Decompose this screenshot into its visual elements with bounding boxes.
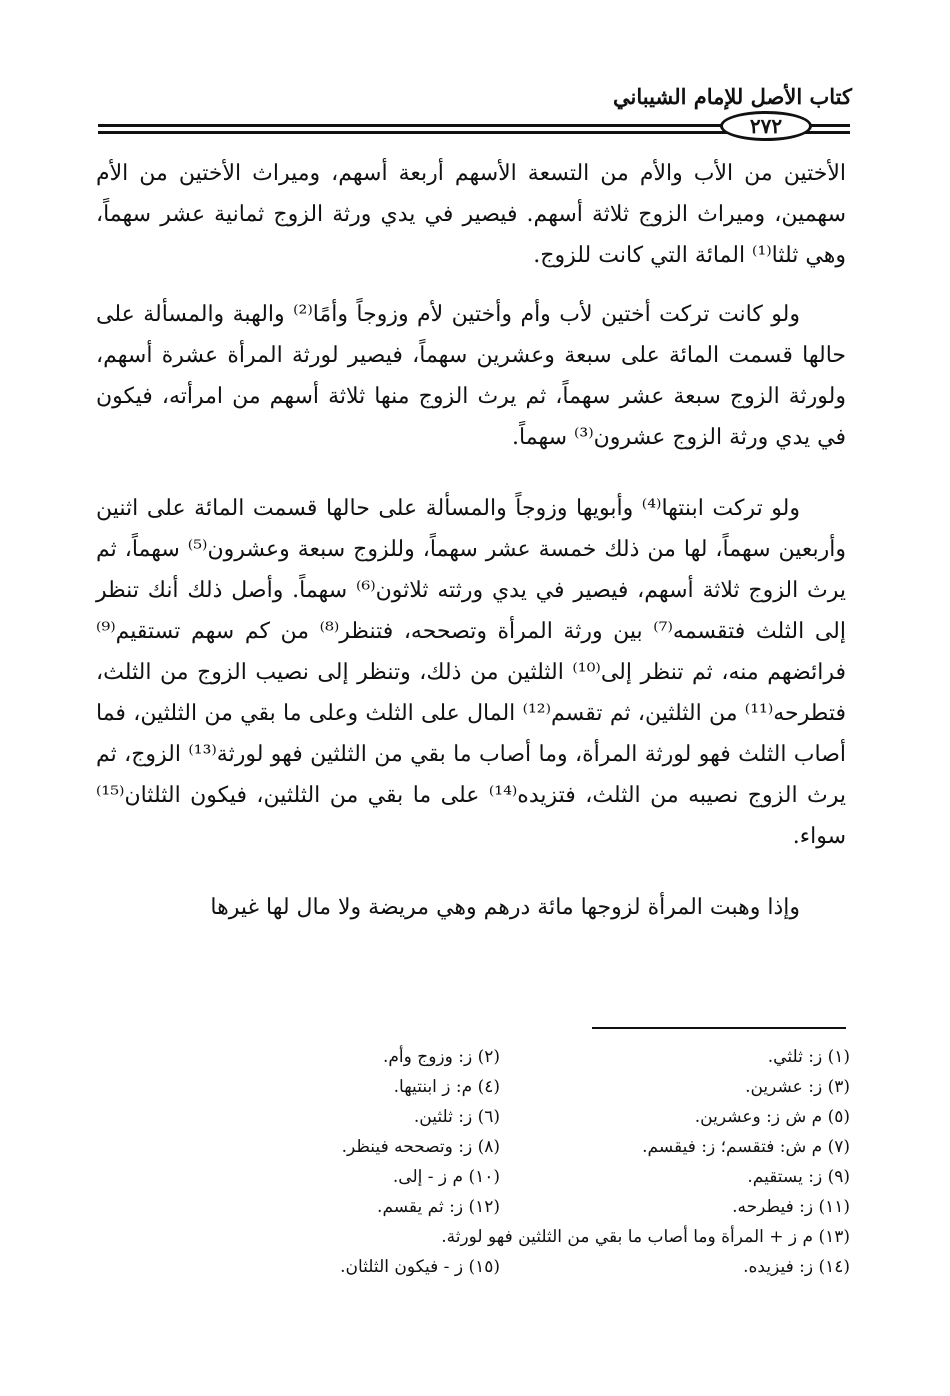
footnote-5: (٥) م ش ز: وعشرين. <box>694 1107 850 1127</box>
footnote-4: (٤) م: ز ابنتيها. <box>393 1077 500 1097</box>
footnote-1: (١) ز: ثلثي. <box>767 1047 850 1067</box>
footnote-3: (٣) ز: عشرين. <box>745 1077 850 1097</box>
paragraph-1: الأختين من الأب والأم من التسعة الأسهم أربعة أسهم، وميراث الأختين من الأم سهمين، وميراث الزوج ثلاثة أسهم. فيصير في يدي ورثة الزوج ثمانية عشر سهماً، وهي ثلثا⁽¹⁾ المائة التي كانت للزوج. <box>96 161 846 268</box>
page-number: ٢٧٢ <box>720 111 812 141</box>
footnote-7: (٧) م ش: فتقسم؛ ز: فيقسم. <box>642 1137 850 1157</box>
footnote-8: (٨) ز: وتصححه فينظر. <box>341 1137 500 1157</box>
running-title: كتاب الأصل للإمام الشيباني <box>613 84 852 109</box>
footnote-12: (١٢) ز: ثم يقسم. <box>377 1197 500 1217</box>
paragraph-2: ولو كانت تركت أختين لأب وأم وأختين لأم وزوجاً وأمًا⁽²⁾ والهبة والمسألة على حالها قسمت المائة على سبعة وعشرين سهماً، فيصير لورثة المرأة عشرة أسهم، ولورثة الزوج سبعة عشر سهماً، ثم يرث الزوج منها ثلاثة أسهم من امرأته، فيكون في يدي ورثة الزوج عشرون⁽³⁾ سهماً. <box>96 302 846 450</box>
footnote-6: (٦) ز: ثلثين. <box>413 1107 500 1127</box>
footnote-11: (١١) ز: فيطرحه. <box>732 1197 850 1217</box>
main-text <box>96 153 846 946</box>
paragraph-3: ولو تركت ابنتها⁽⁴⁾ وأبويها وزوجاً والمسألة على حالها قسمت المائة على اثنين وأربعين سهماً، لها من ذلك خمسة عشر سهماً، وللزوج سبعة وعشرون⁽⁵⁾ سهماً، ثم يرث الزوج ثلاثة أسهم، فيصير في يدي ورثته ثلاثون⁽⁶⁾ سهماً. وأصل ذلك أنك تنظر إلى الثلث فتقسمه⁽⁷⁾ بين ورثة المرأة وتصححه، فتنظر⁽⁸⁾ من كم سهم تستقيم⁽⁹⁾ فرائضهم منه، ثم تنظر إلى⁽¹⁰⁾ الثلثين من ذلك، وتنظر إلى نصيب الزوج من الثلث، فتطرحه⁽¹¹⁾ من الثلثين، ثم تقسم⁽¹²⁾ المال على الثلث وعلى ما بقي من الثلثين، فما أصاب الثلث فهو لورثة المرأة، وما أصاب ما بقي من الثلثين فهو لورثة⁽¹³⁾ الزوج، ثم يرث الزوج نصيبه من الثلث، فتزيده⁽¹⁴⁾ على ما بقي من الثلثين، فيكون الثلثان⁽¹⁵⁾ سواء. <box>96 496 847 849</box>
paragraph-4: وإذا وهبت المرأة لزوجها مائة درهم وهي مريضة ولا مال لها غيرها <box>210 895 800 920</box>
footnote-9: (٩) ز: يستقيم. <box>747 1167 850 1187</box>
footnote-15: (١٥) ز - فيكون الثلثان. <box>340 1257 500 1277</box>
footnote-10: (١٠) م ز - إلى. <box>392 1167 500 1187</box>
footnote-14: (١٤) ز: فيزيده. <box>743 1257 850 1277</box>
footnote-2: (٢) ز: وزوج وأم. <box>382 1047 500 1067</box>
footnote-13: (١٣) م ز + المرأة وما أصاب ما بقي من الثلثين فهو لورثة. <box>441 1227 850 1247</box>
footnotes <box>150 1042 850 1282</box>
footnote-separator <box>592 1027 846 1029</box>
